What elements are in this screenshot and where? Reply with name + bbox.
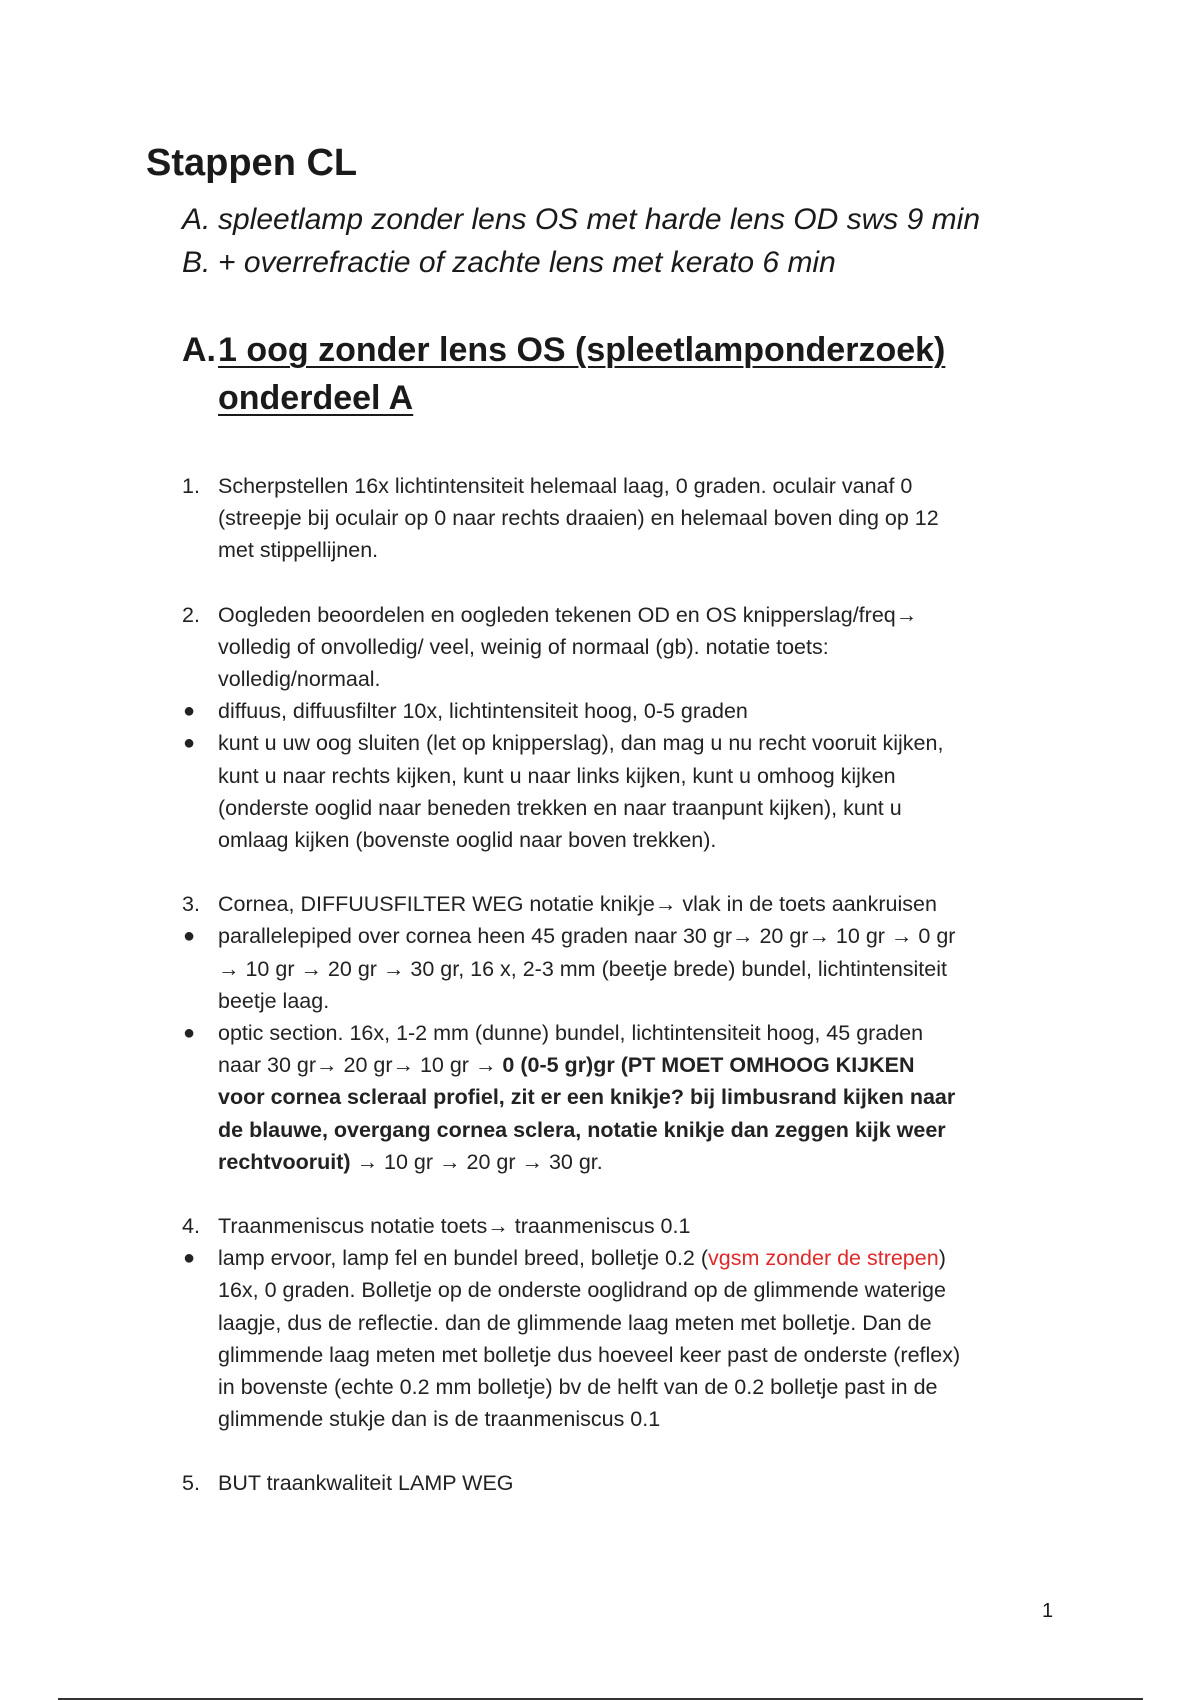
line: laagje, dus de reflectie. dan de glimmende laag meten met bolletje. Dan de	[218, 1310, 932, 1335]
line	[218, 1081, 1062, 1113]
bullet-item	[182, 1017, 1062, 1178]
bullet-icon: ●	[183, 925, 196, 948]
bullet-icon: ●	[183, 1247, 196, 1270]
bullet-item	[182, 1242, 1062, 1435]
step-1	[182, 470, 1062, 567]
text-run: )	[938, 1246, 946, 1271]
bullet-item	[182, 920, 1062, 1017]
text-run: naar 30 gr→ 20 gr→ 10 gr →	[218, 1053, 503, 1078]
line: omlaag kijken (bovenste ooglid naar boven trekken).	[218, 828, 717, 853]
line: (onderste ooglid naar beneden trekken en naar traanpunt kijken), kunt u	[218, 795, 902, 820]
section-number: A.	[182, 331, 216, 369]
line: → 10 gr → 20 gr → 30 gr, 16 x, 2-3 mm (beetje brede) bundel, lichtintensiteit	[218, 956, 947, 981]
line: 16x, 0 graden. Bolletje op de onderste ooglidrand op de glimmende waterige	[218, 1278, 946, 1303]
text-run: → 10 gr → 20 gr → 30 gr.	[350, 1149, 603, 1174]
overview-label: B.	[182, 246, 211, 279]
step-2	[182, 599, 1062, 696]
line: kunt u naar rechts kijken, kunt u naar links kijken, kunt u omhoog kijken	[218, 763, 896, 788]
bullet-item	[182, 695, 1062, 727]
overview-item-a	[182, 198, 980, 241]
step-number: 5.	[182, 1471, 200, 1496]
line: glimmende stukje dan is de traanmeniscus 0.1	[218, 1407, 661, 1432]
step-number: 1.	[182, 474, 200, 498]
page-title: Stappen CL	[146, 142, 358, 184]
highlighted-text: vgsm zonder de strepen	[708, 1246, 939, 1271]
step-3	[182, 888, 1062, 920]
step-number: 3.	[182, 892, 200, 917]
line	[218, 1146, 1062, 1178]
section-title-line: onderdeel A	[218, 379, 414, 417]
line: volledig/normaal.	[218, 667, 381, 692]
line: parallelepiped over cornea heen 45 graden naar 30 gr→ 20 gr→ 10 gr → 0 gr	[218, 924, 956, 949]
bold-text: voor cornea scleraal profiel, zit er een knikje? bij limbusrand kijken naar	[218, 1085, 956, 1110]
step-5	[182, 1467, 1062, 1499]
text-run: lamp ervoor, lamp fel en bundel breed, bolletje 0.2 (	[218, 1246, 709, 1271]
line: volledig of onvolledig/ veel, weinig of normaal (gb). notatie toets:	[218, 634, 829, 659]
line: glimmende laag meten met bolletje dus hoeveel keer past de onderste (reflex)	[218, 1342, 961, 1367]
line: met stippellijnen.	[218, 538, 379, 563]
overview-item-b	[182, 241, 980, 284]
step-4	[182, 1210, 1062, 1242]
page-number: 1	[1042, 1600, 1054, 1622]
overview-list	[182, 198, 980, 284]
step-number: 2.	[182, 602, 200, 627]
bold-text: rechtvooruit)	[218, 1149, 351, 1174]
bullet-icon: ●	[183, 1022, 196, 1045]
section-heading	[182, 326, 945, 422]
overview-text: spleetlamp zonder lens OS met harde lens OD sws 9 min	[218, 203, 980, 236]
line: kunt u uw oog sluiten (let op knipperslag), dan mag u nu recht vooruit kijken,	[218, 731, 944, 756]
line: Cornea, DIFFUUSFILTER WEG notatie knikje→ vlak in de toets aankruisen	[218, 892, 937, 917]
bullet-icon: ●	[183, 700, 196, 723]
bold-text: 0 (0-5 gr)gr (PT MOET OMHOOG KIJKEN	[502, 1053, 915, 1078]
bullet-icon: ●	[183, 732, 196, 755]
line: Traanmeniscus notatie toets→ traanmeniscus 0.1	[218, 1214, 691, 1239]
line: (streepje bij oculair op 0 naar rechts draaien) en helemaal boven ding op 12	[218, 506, 939, 531]
line: optic section. 16x, 1-2 mm (dunne) bundel, lichtintensiteit hoog, 45 graden	[218, 1021, 924, 1046]
instruction-list	[182, 470, 1062, 1500]
line: beetje laag.	[218, 988, 330, 1013]
line	[218, 1242, 1062, 1274]
bullet-item	[182, 727, 1062, 856]
bold-text: de blauwe, overgang cornea sclera, notatie knikje dan zeggen kijk weer	[218, 1117, 946, 1142]
line: BUT traankwaliteit LAMP WEG	[218, 1471, 514, 1496]
overview-label: A.	[182, 203, 211, 236]
line	[218, 1049, 1062, 1081]
line: Scherpstellen 16x lichtintensiteit helemaal laag, 0 graden. oculair vanaf 0	[218, 474, 913, 498]
line: Oogleden beoordelen en oogleden tekenen OD en OS knipperslag/freq→	[218, 602, 918, 627]
step-number: 4.	[182, 1214, 200, 1239]
line: diffuus, diffuusfilter 10x, lichtintensiteit hoog, 0-5 graden	[218, 699, 748, 724]
overview-text: + overrefractie of zachte lens met kerato 6 min	[218, 246, 836, 279]
section-title-line: 1 oog zonder lens OS (spleetlamponderzoek)	[218, 331, 946, 369]
line: in bovenste (echte 0.2 mm bolletje) bv de helft van de 0.2 bolletje past in de	[218, 1375, 938, 1400]
line	[218, 1114, 1062, 1146]
